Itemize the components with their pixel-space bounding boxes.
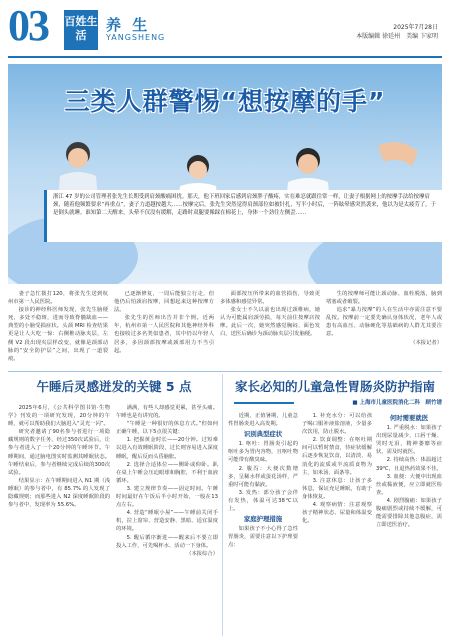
section-divider	[8, 371, 442, 372]
subheading: 家庭护理措施	[243, 515, 283, 524]
issue-date: 2025年7月28日	[393, 24, 438, 31]
paragraph: 2. 腹泻：大便次数增多，呈稀水样或蛋花汤样，严重时可能有黏液。	[228, 465, 298, 488]
nap-column-1	[8, 404, 110, 636]
byline: （本报综合）	[186, 550, 218, 557]
paragraph: 1. 呕吐：胃肠炎引起的呕吐多为胃内容物，且呕吐物可能带有酸臭味。	[228, 441, 298, 464]
paragraph: 4. 剧烈腹痛：如果孩子腹痛剧烈或持续不缓解，可能需要排除其他急腹症，需立即送医治疗。	[376, 497, 442, 529]
gastro-column-2	[302, 412, 372, 640]
tip-item: 1. 把握黄金时长——20分钟。过短难以进入有效睡眠阶段，过长则容易进入深度睡眠，醒后反而头昏脑胀。	[116, 437, 218, 460]
paragraph: 近期，正值暑期，儿童急性胃肠炎进入高发期。	[228, 413, 298, 428]
feature-headline: 三类人群警惕“想按摩的手”	[64, 87, 386, 116]
subheading: 识别典型症状	[243, 430, 283, 439]
feature-column-1	[8, 290, 108, 365]
column-divider	[222, 374, 223, 636]
paragraph: 1. 严重脱水：如果孩子出现尿量减少、口唇干燥、哭时无泪、精神萎靡等症状，需及时就医。	[376, 425, 442, 456]
paragraph: 生的按摩师可能让颈动脉、血栓脱落，脑到堵塞或者破裂。	[326, 291, 442, 306]
paragraph: 2025年6月，《公共科学图书馆·生物学》刊发的一项研究发现，20分钟的午睡，就可以帮助我们大脑进入“灵光一闪”。	[8, 405, 110, 428]
staff-credits: 本版编辑 徐廷州 美编 卞家明	[356, 33, 438, 40]
author-credit: ■ 上海市儿童医院消化二科 顾竹谱	[352, 400, 442, 406]
paragraph: 结果显示：在午睡期间进入 N1 期（浅睡眠）的参与者中，有 85.7% 的人发现了隐藏规则；而那些进入 N2 深度睡眠阶段的参与者中，发现率为 55.6%。	[8, 477, 110, 509]
article-title-gastro: 家长必知的儿童急性胃肠炎防护指南	[234, 379, 435, 394]
paragraph: 3. 发热：部分孩子会伴有发热，体温可达38℃以上。	[228, 489, 298, 513]
paragraph: 追求“暴力按摩”的人在生活中亦需注意不要乱按。按摩前一定要先确认身体状况，老年人或患有高血压、动脉硬化等基础病的人群尤其要注意。	[326, 307, 442, 338]
paragraph: “午睡是一种很好的休息方式。”但如何正确午睡，以下5点很关键：	[116, 421, 218, 436]
paragraph: 张先生的医师出告并非个例。近两年，杭州市第一人民医院和其他神经外科也接收过多名类似患者，其中仍以年轻人居多，多因颈部按摩或颈部用力不当引起。	[114, 315, 214, 354]
paragraph: 接诊的神经科医师发现，张先生脑梗死，多处不稳斑，进而导致脊髓缺血——典型的小脑受损症状。头颈 MRI 检查结果更是让人大吃一惊：右侧椎动脉夹层，左侧 V2 段出现夹层样改变，就像是颈部动脉的“安全防护层”之间，出现了一道裂痕。	[8, 307, 108, 362]
gastro-column-3	[376, 412, 442, 640]
ribbon-bar	[234, 402, 294, 404]
masthead	[0, 0, 450, 62]
subheading: 何时需要就医	[389, 414, 429, 422]
paragraph: 满满，有些人却感觉更累，甚至头痛。午睡也是有讲究的。	[116, 405, 218, 420]
paragraph: 妻子急忙拨打120，将张先生送到杭州市第一人民医院。	[8, 291, 108, 306]
feature-banner	[8, 64, 442, 284]
feature-lead: 浙江 47 岁的公司管理者张先生长期受到肩颈酸痛困扰。那天，他下班回家后感到肩颈胖子酸疼，实在难忍就跟往常一样，让妻子根据网上的按摩手法给按摩肩颈，随着他频繁要求“再重点”，妻子力道越按越大……按摩完后，张先生突然觉得肩颈部位如被针扎，写半小时后，一阵眩晕感突然袭来，他以为是太疲劳了，于是倒头就睡。谁知第二天醒来，头晕不仅没有缓解，走路时双腿要像踩在棉花上，身体一个劲往左侧歪……	[44, 190, 442, 242]
tip-item: 3. 建立规律节奏——固定时间。午睡时间最好在午饭后半小时开始，一般在13点左右。	[116, 485, 218, 509]
tip-item: 5. 醒后循序渐进——醒来后不要立即投入工作，可先喝杯水、活动一下身体。	[116, 534, 218, 549]
feature-column-2	[114, 290, 214, 365]
paragraph: 面部按压所带来的血管损伤，导致更多体感和感觉异常。	[220, 291, 320, 306]
paragraph: 张女士不久以前也出现过颈椎病，她认为可能属肩颈劳损，每天前往按摩店按摩。此后一次，她突然感觉胸闷、面色发白，送医后确诊为颈动脉夹层引发脑梗。	[220, 307, 320, 338]
paragraph: 2. 饮食调整：在呕吐期间可以暂时禁食，待症状缓解后逐步恢复饮食，以清淡、易消化的流质或半流质食物为主，如米汤、面条等。	[302, 437, 372, 476]
nap-column-2	[116, 404, 218, 636]
paragraph: 4. 观察病情：注意观察孩子精神状态、尿量和体温变化。	[302, 502, 372, 525]
page-number: 03	[8, 1, 48, 50]
author-ribbon	[234, 398, 442, 408]
tip-item: 4. 营造“睡眠小屋”——午睡前关闭手机，拉上窗帘，营造安静、黑暗、适宜温度的环境。	[116, 510, 218, 533]
feature-column-3	[220, 290, 320, 365]
paragraph: 已逐渐修复，一周后能独立行走，但他仍后怕颈肩按摩，回想起来这种按摩方法。	[114, 291, 214, 314]
tip-item: 2. 选择合适体位——侧卧或仰卧。趴在桌上午睡会压迫眼球和胸腔，不利于血液循环。	[116, 461, 218, 484]
feature-column-4	[326, 290, 442, 365]
paragraph: 如果孩子不小心得了急性胃肠炎，需要注意以下护理要点：	[228, 526, 298, 549]
paragraph: 1. 补充水分：可以给孩子喝口服补液盐溶液，少量多次饮用，防止脱水。	[302, 413, 372, 436]
paragraph: 3. 血便：大便中出现血丝或黏液便，应立即就医检查。	[376, 473, 442, 496]
paragraph: 2. 持续高热：体温超过39℃，且退热药效果不佳。	[376, 457, 442, 472]
gastro-column-1	[228, 412, 298, 640]
section-badge: 百姓生活	[64, 10, 98, 50]
section-title-en: YANGSHENG	[106, 33, 166, 42]
paragraph: 3. 注意休息：让孩子多休息，保证充足睡眠，有助于身体恢复。	[302, 477, 372, 500]
paragraph: 研究者邀请了90名参与者进行一项隐藏规则的数字任务，经过350次试验后，让参与者进入了一个20分钟的午睡环节。午睡期间，通过脑电图实时监测其睡眠状态。午睡结束后，参与者继续完成后续的300次试验。	[8, 429, 110, 476]
section-title: 养 生	[106, 16, 151, 34]
article-title-nap: 午睡后灵感迸发的关键 5 点	[36, 379, 192, 394]
masthead-rule	[8, 56, 442, 58]
byline: （本报记者）	[410, 339, 442, 346]
